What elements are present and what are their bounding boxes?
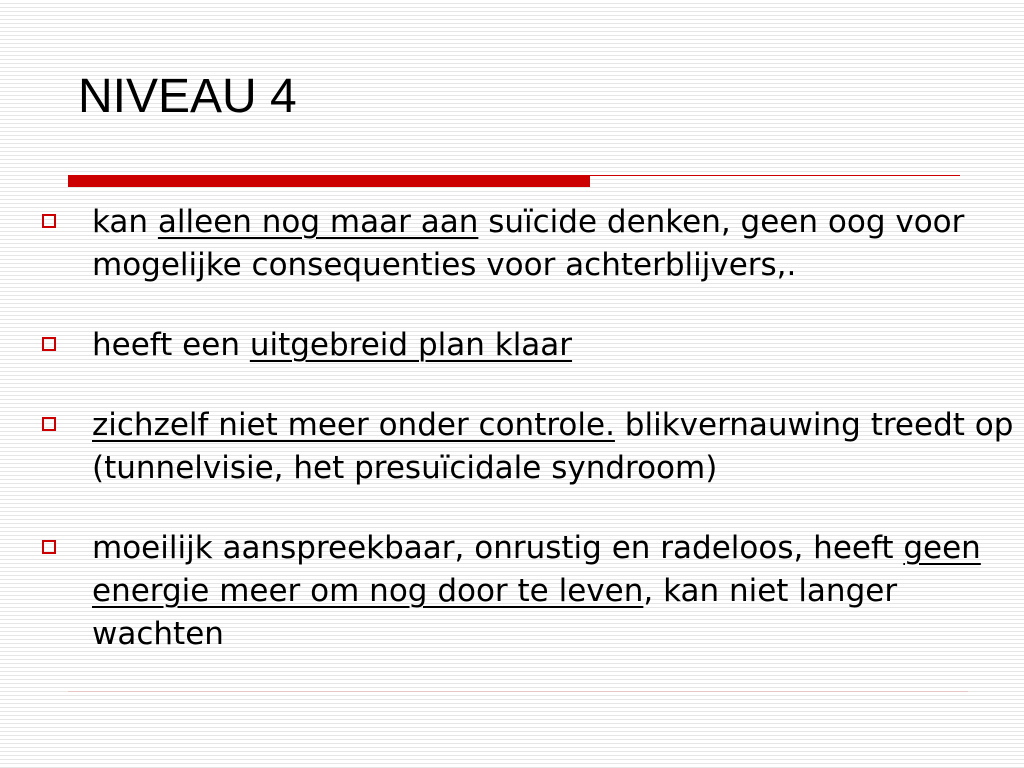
underlined-text: uitgebreid plan klaar [249, 327, 573, 363]
bullet-text: kan [92, 204, 158, 240]
title-underline-thin [590, 175, 960, 176]
title-underline-thick [68, 175, 590, 187]
hollow-square-bullet-icon [42, 337, 56, 351]
hollow-square-bullet-icon [42, 214, 56, 228]
bullet-item-4 [40, 527, 1020, 656]
bullet-item-2 [40, 324, 1020, 367]
footer-divider [68, 691, 968, 692]
bullet-text: suïcide denken, geen oog voor mogelijke consequenties voor achterblijvers,. [92, 204, 965, 283]
slide-title: NIVEAU 4 [78, 70, 297, 123]
underlined-text: geen energie meer om nog door te leven [92, 530, 981, 609]
bullet-text: blikvernauwing treedt op (tunnelvisie, het presuïcidale syndroom) [92, 407, 1014, 486]
underlined-text: zichzelf niet meer onder controle. [92, 407, 615, 443]
hollow-square-bullet-icon [42, 417, 56, 431]
hollow-square-bullet-icon [42, 540, 56, 554]
underlined-text: alleen nog maar aan [157, 204, 479, 240]
bullet-item-1 [40, 201, 1020, 287]
bullet-list [40, 201, 1020, 693]
bullet-text: moeilijk aanspreekbaar, onrustig en radeloos, heeft [92, 530, 904, 566]
bullet-item-3 [40, 404, 1020, 490]
bullet-text: , kan niet langer wachten [92, 573, 898, 652]
bullet-text: heeft een [92, 327, 250, 363]
